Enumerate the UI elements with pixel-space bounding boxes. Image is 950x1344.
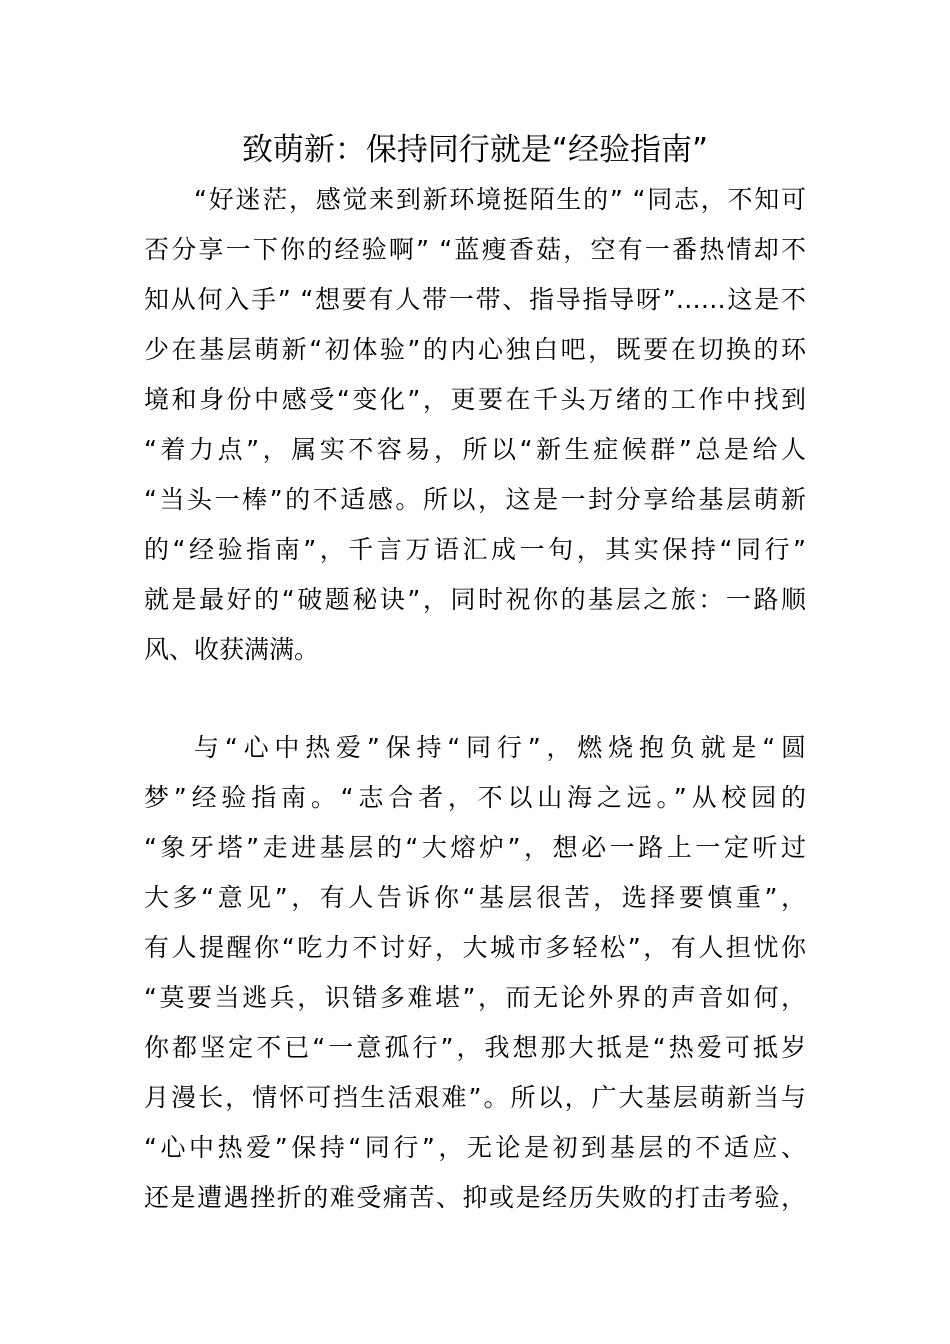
paragraph-line: 大多“意见”，有人告诉你“基层很苦，选择要慎重”，: [144, 883, 806, 912]
paragraph-line: 就是最好的“破题秘诀”，同时祝你的基层之旅：一路顺: [144, 585, 806, 614]
paragraph-line: 与“心中热爱”保持“同行”，燃烧抱负就是“圆: [194, 733, 806, 762]
paragraph-line: 月漫长，情怀可挡生活艰难”。所以，广大基层萌新当与: [144, 1083, 806, 1112]
paragraph-line: “心中热爱”保持“同行”，无论是初到基层的不适应、: [144, 1133, 806, 1162]
paragraph-intro: [144, 175, 806, 675]
paragraph-line: 梦”经验指南。“志合者，不以山海之远。”从校园的: [144, 783, 806, 812]
paragraph-line: “象牙塔”走进基层的“大熔炉”，想必一路上一定听过: [144, 833, 806, 862]
paragraph-passion: [144, 723, 806, 1223]
document-title: 致萌新：保持同行就是“经验指南”: [241, 132, 709, 168]
paragraph-line: “当头一棒”的不适感。所以，这是一封分享给基层萌新: [144, 485, 806, 514]
paragraph-line: 的“经验指南”，千言万语汇成一句，其实保持“同行”: [144, 535, 806, 564]
paragraph-line: “着力点”，属实不容易，所以“新生症候群”总是给人: [144, 435, 806, 464]
paragraph-line: 还是遭遇挫折的难受痛苦、抑或是经历失败的打击考验，: [144, 1183, 806, 1212]
paragraph-line: 境和身份中感受“变化”，更要在千头万绪的工作中找到: [144, 385, 806, 414]
paragraph-line: 有人提醒你“吃力不讨好，大城市多轻松”，有人担忧你: [144, 933, 806, 962]
paragraph-line: 少在基层萌新“初体验”的内心独白吧，既要在切换的环: [144, 335, 806, 364]
paragraph-line: “莫要当逃兵，识错多难堪”，而无论外界的声音如何，: [144, 983, 806, 1012]
paragraph-line: 知从何入手” “想要有人带一带、指导指导呀”……这是不: [144, 285, 806, 314]
paragraph-line: 风、收获满满。: [144, 635, 320, 664]
paragraph-line: 否分享一下你的经验啊” “蓝瘦香菇，空有一番热情却不: [144, 235, 806, 264]
paragraph-line: 你都坚定不已“一意孤行”，我想那大抵是“热爱可抵岁: [144, 1033, 806, 1062]
paragraph-line: “好迷茫，感觉来到新环境挺陌生的” “同志，不知可: [194, 185, 806, 214]
